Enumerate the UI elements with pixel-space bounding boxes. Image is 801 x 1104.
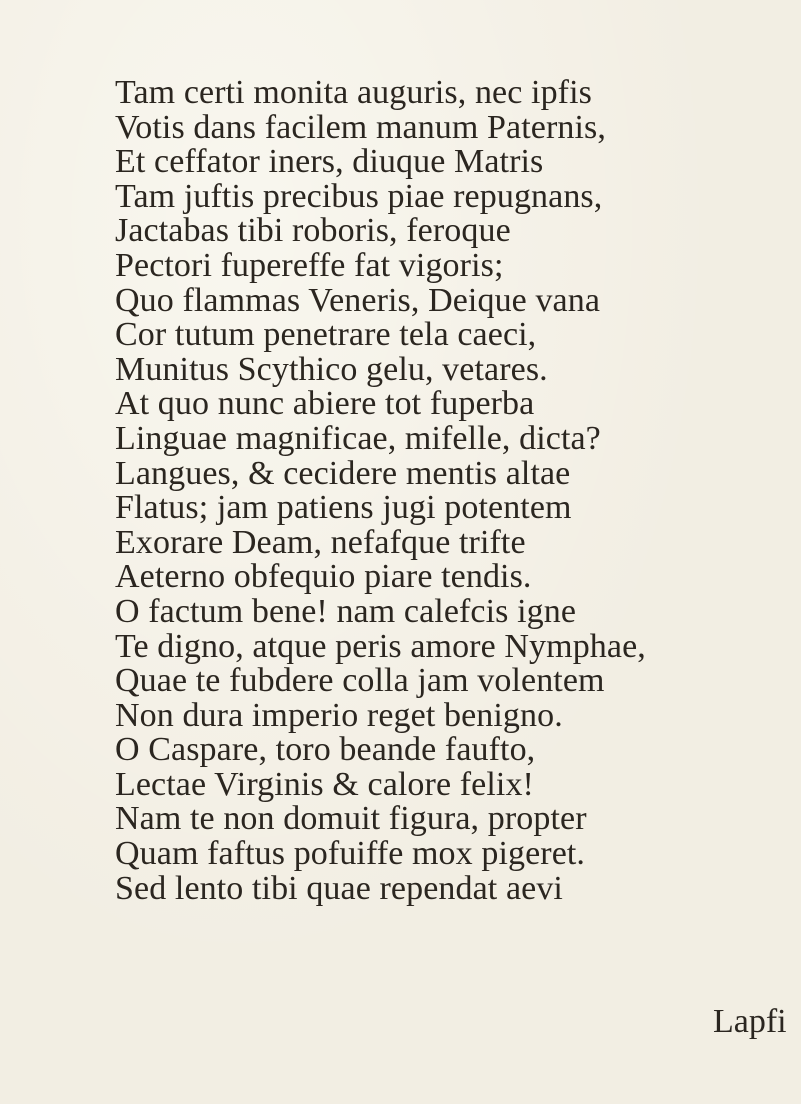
verse-line: Tam juftis precibus piae repugnans,	[115, 177, 603, 215]
verse-line: O factum bene! nam calefcis igne	[115, 592, 577, 630]
verse-line: Jactabas tibi roboris, feroque	[115, 212, 511, 250]
verse-line: Tam certi monita auguris, nec ipfis	[115, 74, 592, 111]
verse-line: Langues, & cecidere mentis altae	[115, 454, 571, 492]
verse-line: Te digno, atque peris amore Nymphae,	[115, 627, 646, 665]
verse-line: Quo flammas Veneris, Deique vana	[115, 281, 601, 319]
verse-line: Sed lento tibi quae rependat aevi	[115, 869, 563, 907]
verse-line: Quae te fubdere colla jam volentem	[115, 662, 605, 700]
verse-line: Pectori fupereffe fat vigoris;	[115, 246, 504, 284]
verse-line: Non dura imperio reget benigno.	[115, 696, 563, 734]
verse-line: Aeterno obfequio piare tendis.	[115, 558, 532, 596]
verse-line: Flatus; jam patiens jugi potentem	[115, 489, 572, 527]
catchword: Lapfi	[713, 1003, 787, 1040]
verse-line: Linguae magnificae, mifelle, dicta?	[115, 419, 601, 457]
verse-line: Et ceffator iners, diuque Matris	[115, 143, 544, 181]
verse-line: At quo nunc abiere tot fuperba	[115, 385, 535, 423]
verse-line: Munitus Scythico gelu, vetares.	[115, 350, 548, 388]
verse-line: Votis dans facilem manum Paternis,	[115, 108, 606, 146]
poem-text	[115, 76, 795, 906]
verse-line: Exorare Deam, nefafque trifte	[115, 523, 526, 561]
verse-line: Quam faftus pofuiffe mox pigeret.	[115, 835, 586, 873]
verse-line: Lectae Virginis & calore felix!	[115, 765, 534, 803]
verse-line: O Caspare, toro beande faufto,	[115, 731, 536, 769]
verse-line: Cor tutum penetrare tela caeci,	[115, 316, 537, 354]
verse-line: Nam te non domuit figura, propter	[115, 800, 587, 838]
